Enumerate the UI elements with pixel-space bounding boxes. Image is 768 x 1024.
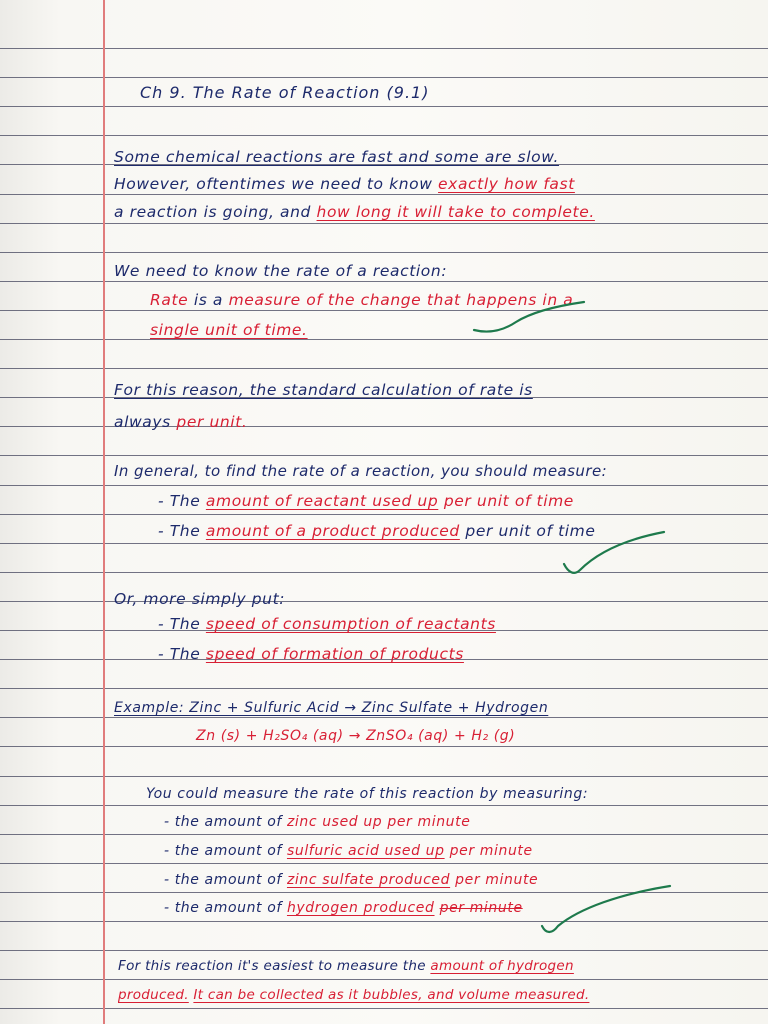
rule-line: [0, 252, 768, 253]
general-item-2: [158, 522, 596, 540]
intro-line-2-red: exactly how fast: [438, 175, 575, 193]
general-item-1-dash: - The: [158, 492, 201, 510]
rate-line-1: We need to know the rate of a reaction:: [114, 262, 448, 280]
rule-line: [0, 1008, 768, 1009]
reason-per-unit: per unit.: [176, 413, 248, 431]
rule-line: [0, 834, 768, 835]
reason-line-2: [114, 413, 247, 431]
rule-line: [0, 979, 768, 980]
general-line-1: In general, to find the rate of a reaction, you should measure:: [114, 462, 608, 480]
rule-line: [0, 194, 768, 195]
simply-item-2: [158, 645, 464, 663]
rate-line-3: single unit of time.: [150, 321, 308, 339]
conclusion-produced: produced.: [118, 987, 189, 1003]
rule-line: [0, 223, 768, 224]
rule-line: [0, 310, 768, 311]
rate-definition: measure of the change that happens in a: [228, 291, 574, 309]
conclusion-line-2: [118, 987, 589, 1003]
example-item-4-red: hydrogen produced: [286, 900, 435, 916]
simply-item-1: [158, 615, 496, 633]
rule-line: [0, 281, 768, 282]
rule-line: [0, 805, 768, 806]
example-item-3-lead: - the amount of: [164, 872, 282, 888]
example-item-1-red: zinc used up: [286, 814, 383, 830]
simply-item-2-dash: - The: [158, 645, 201, 663]
example-item-4: [164, 900, 523, 916]
example-item-4-minute: per minute: [439, 900, 523, 916]
simply-item-1-red: speed of consumption of reactants: [205, 615, 496, 633]
rule-line: [0, 77, 768, 78]
simply-item-2-red: speed of formation of products: [205, 645, 464, 663]
general-item-1-red: amount of reactant used up: [205, 492, 439, 510]
rule-line: [0, 106, 768, 107]
intro-line-3: [114, 203, 595, 221]
reason-always: always: [114, 413, 171, 431]
simply-item-1-dash: - The: [158, 615, 201, 633]
rule-line: [0, 688, 768, 689]
example-equation: Zn (s) + H₂SO₄ (aq) → ZnSO₄ (aq) + H₂ (g): [196, 728, 516, 744]
example-item-2-minute: per minute: [449, 843, 533, 859]
intro-line-3-red: how long it will take to complete.: [316, 203, 595, 221]
check-mark-1: [470, 300, 590, 340]
intro-line-1: Some chemical reactions are fast and some are slow.: [114, 148, 560, 166]
rule-line: [0, 514, 768, 515]
reason-line-1: For this reason, the standard calculation of rate is: [114, 381, 533, 399]
rule-line: [0, 717, 768, 718]
rule-line: [0, 863, 768, 864]
example-item-1-minute: per minute: [387, 814, 471, 830]
conclusion-line-1-blue: For this reaction it's easiest to measure the: [118, 958, 426, 974]
general-item-1: [158, 492, 574, 510]
example-item-4-lead: - the amount of: [164, 900, 282, 916]
rule-line: [0, 485, 768, 486]
rule-line: [0, 950, 768, 951]
simply-line-1: Or, more simply put:: [114, 590, 286, 608]
check-mark-3: [536, 880, 676, 936]
rule-line: [0, 339, 768, 340]
example-item-2: [164, 843, 533, 859]
example-item-3: [164, 872, 538, 888]
example-item-2-lead: - the amount of: [164, 843, 282, 859]
rate-word: Rate: [150, 291, 189, 309]
margin-line: [103, 0, 105, 1024]
example-line-3: You could measure the rate of this reaction by measuring:: [146, 786, 589, 802]
rule-line: [0, 135, 768, 136]
example-item-3-red: zinc sulfate produced: [286, 872, 451, 888]
general-item-2-red: amount of a product produced: [205, 522, 460, 540]
intro-line-3-blue: a reaction is going, and: [114, 203, 311, 221]
example-item-1: [164, 814, 470, 830]
example-line-1: Example: Zinc + Sulfuric Acid → Zinc Sulfate + Hydrogen: [114, 700, 549, 716]
general-item-2-dash: - The: [158, 522, 201, 540]
conclusion-line-2-red: It can be collected as it bubbles, and volume measured.: [193, 987, 590, 1003]
rule-line: [0, 48, 768, 49]
rule-line: [0, 455, 768, 456]
rule-line: [0, 368, 768, 369]
page-title: Ch 9. The Rate of Reaction (9.1): [140, 83, 430, 102]
example-item-1-lead: - the amount of: [164, 814, 282, 830]
check-mark-2: [560, 528, 670, 580]
example-item-2-red: sulfuric acid used up: [286, 843, 445, 859]
rule-line: [0, 746, 768, 747]
general-item-2-time: per unit of time: [465, 522, 596, 540]
intro-line-2: [114, 175, 575, 193]
rate-is-a: is a: [193, 291, 224, 309]
conclusion-line-1: [118, 958, 574, 974]
rule-line: [0, 776, 768, 777]
intro-line-2-blue: However, oftentimes we need to know: [114, 175, 433, 193]
conclusion-line-1-red: amount of hydrogen: [430, 958, 574, 974]
general-item-1-time: per unit of time: [443, 492, 574, 510]
example-item-3-minute: per minute: [455, 872, 539, 888]
